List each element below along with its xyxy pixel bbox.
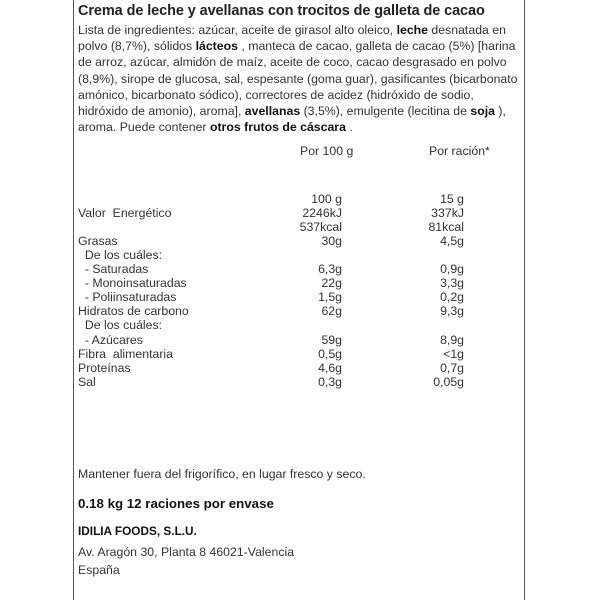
allergen-text: lácteos — [195, 39, 238, 54]
nutrient-label: Sal — [78, 374, 96, 389]
allergen-text: avellanas — [244, 104, 301, 119]
value-per-100g: 62g — [321, 304, 342, 319]
value-per-100g: 0,5g — [318, 346, 342, 361]
nutrient-label: - Azúcares — [78, 332, 143, 347]
value-per-serving: 3,3g — [440, 276, 464, 291]
value-per-100g: 0,3g — [318, 374, 342, 389]
value-per-serving: 4,5g — [440, 234, 464, 249]
company-name: IDILIA FOODS, S.L.U. — [78, 524, 197, 538]
nutrient-label: Grasas — [78, 234, 118, 249]
nutrient-label: Fibra alimentaria — [78, 346, 173, 361]
value-per-serving: 8,9g — [440, 332, 464, 347]
header-per-100g: Por 100 g — [300, 144, 354, 158]
value-per-serving: 9,3g — [440, 304, 464, 319]
value-per-serving: 81kcal — [428, 220, 464, 235]
nutrition-label — [73, 0, 525, 600]
value-per-serving: 0,9g — [440, 262, 464, 277]
value-per-serving: <1g — [443, 346, 464, 361]
value-per-100g: 2246kJ — [302, 206, 342, 221]
product-title: Crema de leche y avellanas con trocitos de galleta de cacao — [78, 3, 485, 19]
nutrient-label: De los cuáles: — [78, 318, 163, 333]
net-weight: 0.18 kg 12 raciones por envase — [78, 496, 274, 511]
header-per-serving: Por ración* — [429, 144, 490, 158]
ingredient-text: ), aroma. Puede contener — [78, 104, 506, 135]
nutrient-label: - Monoinsaturadas — [78, 276, 187, 291]
value-per-100g: 6,3g — [318, 262, 342, 277]
value-per-serving: 0,7g — [440, 360, 464, 375]
value-per-100g: 100 g — [311, 192, 342, 206]
value-per-100g: 1,5g — [318, 290, 342, 305]
nutrient-label: De los cuáles: — [78, 248, 163, 263]
ingredients-list — [78, 22, 518, 135]
ingredient-text: Lista de ingredientes: azúcar, aceite de girasol alto oleico, — [78, 23, 397, 37]
storage-note: Mantener fuera del frigorífico, en lugar fresco y seco. — [78, 467, 366, 481]
allergen-text: otros frutos de cáscara — [209, 120, 346, 135]
value-per-serving: 0,05g — [433, 374, 464, 389]
value-per-100g: 537kcal — [299, 220, 342, 235]
value-per-100g: 22g — [321, 276, 342, 291]
value-per-serving: 337kJ — [431, 206, 464, 221]
company-address: Av. Aragón 30, Planta 8 46021-Valencia — [78, 545, 295, 559]
allergen-text: leche — [396, 23, 429, 37]
value-per-100g: 30g — [321, 234, 342, 249]
company-country: España — [78, 563, 120, 577]
ingredient-text: . — [345, 120, 353, 135]
allergen-text: soja — [470, 104, 495, 119]
value-per-100g: 59g — [321, 332, 342, 347]
ingredient-text: desnatada en polvo (8,7%), sólidos — [78, 23, 506, 54]
ingredient-text: , manteca de cacao, galleta de cacao (5%) [harina de arroz, azúcar, almidón de maíz, aceite de coco, cacao desgrasado en polvo (8,9%), sirope de glucosa, sal, espesante (goma guar), gasificantes (bicarbonato amónico, bicarbonato sódico), correctores de acidez (hidróxido de sodio, hidróxido de amonio), aroma], — [78, 39, 518, 119]
value-per-serving: 0,2g — [440, 290, 464, 305]
nutrient-label: Valor Energético — [78, 206, 172, 221]
nutrient-label: - Poliinsaturadas — [78, 290, 177, 305]
nutrient-label: Hidratos de carbono — [78, 304, 189, 319]
value-per-100g: 4,6g — [318, 360, 342, 375]
value-per-serving: 15 g — [440, 192, 464, 206]
nutrient-label: Proteínas — [78, 360, 131, 375]
ingredient-text: (3,5%), emulgente (lecitina de — [300, 104, 471, 119]
nutrient-label: - Saturadas — [78, 262, 149, 277]
